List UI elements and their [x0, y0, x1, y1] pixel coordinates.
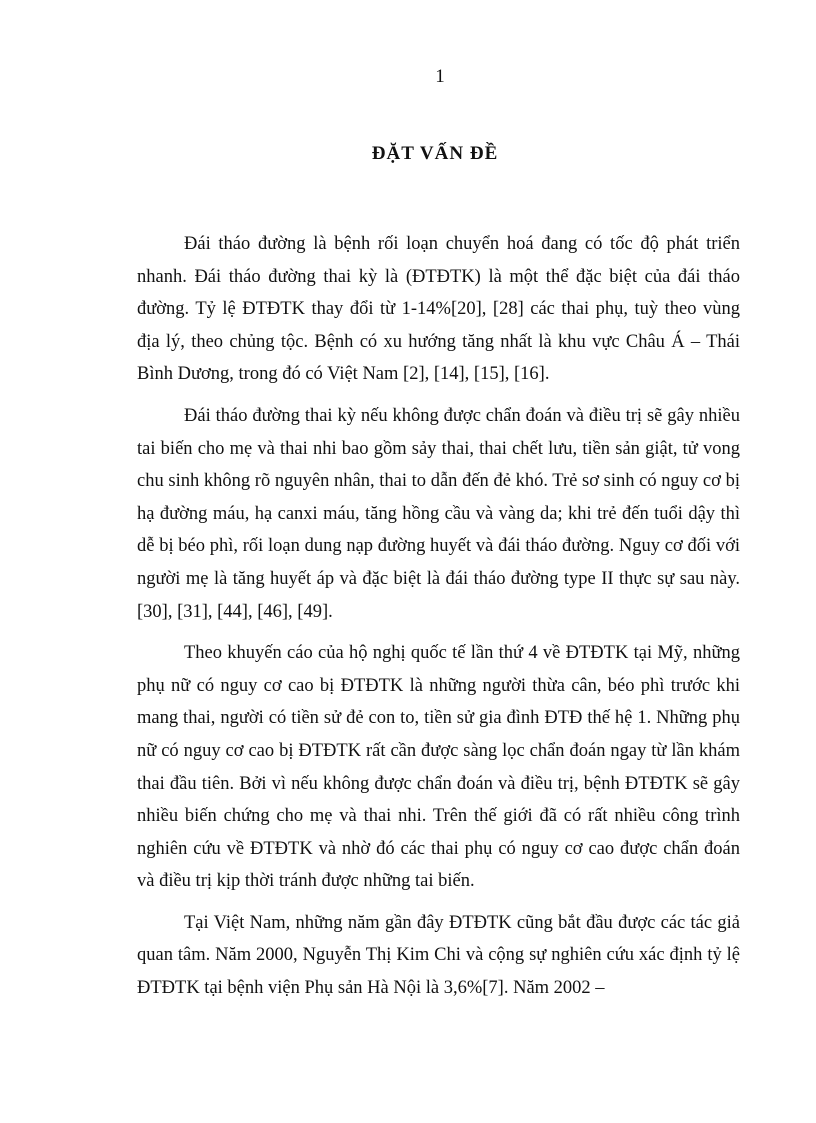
paragraph-3: Theo khuyến cáo của hộ nghị quốc tế lần thứ 4 về ĐTĐTK tại Mỹ, những phụ nữ có nguy cơ cao bị ĐTĐTK là những người thừa cân, béo phì trước khi mang thai, người có tiền sử đẻ con to, tiền sử gia đình ĐTĐ thế hệ 1. Những phụ nữ có nguy cơ cao bị ĐTĐTK rất cần được sàng lọc chẩn đoán ngay từ lần khám thai đầu tiên. Bởi vì nếu không được chẩn đoán và điều trị, bệnh ĐTĐTK sẽ gây nhiều biến chứng cho mẹ và thai nhi. Trên thế giới đã có rất nhiều công trình nghiên cứu về ĐTĐTK và nhờ đó các thai phụ có nguy cơ cao được chẩn đoán và điều trị kịp thời tránh được những tai biến. [137, 643, 740, 892]
paragraph-2: Đái tháo đường thai kỳ nếu không được chẩn đoán và điều trị sẽ gây nhiều tai biến cho mẹ và thai nhi bao gồm sảy thai, thai chết lưu, tiền sản giật, tử vong chu sinh không rõ nguyên nhân, thai to dẫn đến đẻ khó. Trẻ sơ sinh có nguy cơ bị hạ đường máu, hạ canxi máu, tăng hồng cầu và vàng da; khi trẻ đến tuổi dậy thì dễ bị béo phì, rối loạn dung nạp đường huyết và đái tháo đường. Nguy cơ đối với người mẹ là tăng huyết áp và đặc biệt là đái tháo đường type II thực sự sau này. [30], [31], [44], [46], [49]. [137, 405, 740, 622]
body-text [137, 228, 740, 1014]
page-title: ĐẶT VẤN ĐỀ [371, 143, 499, 164]
paragraph-1: Đái tháo đường là bệnh rối loạn chuyển hoá đang có tốc độ phát triển nhanh. Đái tháo đường thai kỳ là (ĐTĐTK) là một thể đặc biệt của đái tháo đường. Tỷ lệ ĐTĐTK thay đổi từ 1-14%[20], [28] các thai phụ, tuỳ theo vùng địa lý, theo chủng tộc. Bệnh có xu hướng tăng nhất là khu vực Châu Á – Thái Bình Dương, trong đó có Việt Nam [2], [14], [15], [16]. [137, 234, 740, 385]
paragraph-4: Tại Việt Nam, những năm gần đây ĐTĐTK cũng bắt đầu được các tác giả quan tâm. Năm 2000, Nguyễn Thị Kim Chi và cộng sự nghiên cứu xác định tỷ lệ ĐTĐTK tại bệnh viện Phụ sản Hà Nội là 3,6%[7]. Năm 2002 – [137, 912, 740, 999]
page-number: 1 [435, 66, 445, 87]
